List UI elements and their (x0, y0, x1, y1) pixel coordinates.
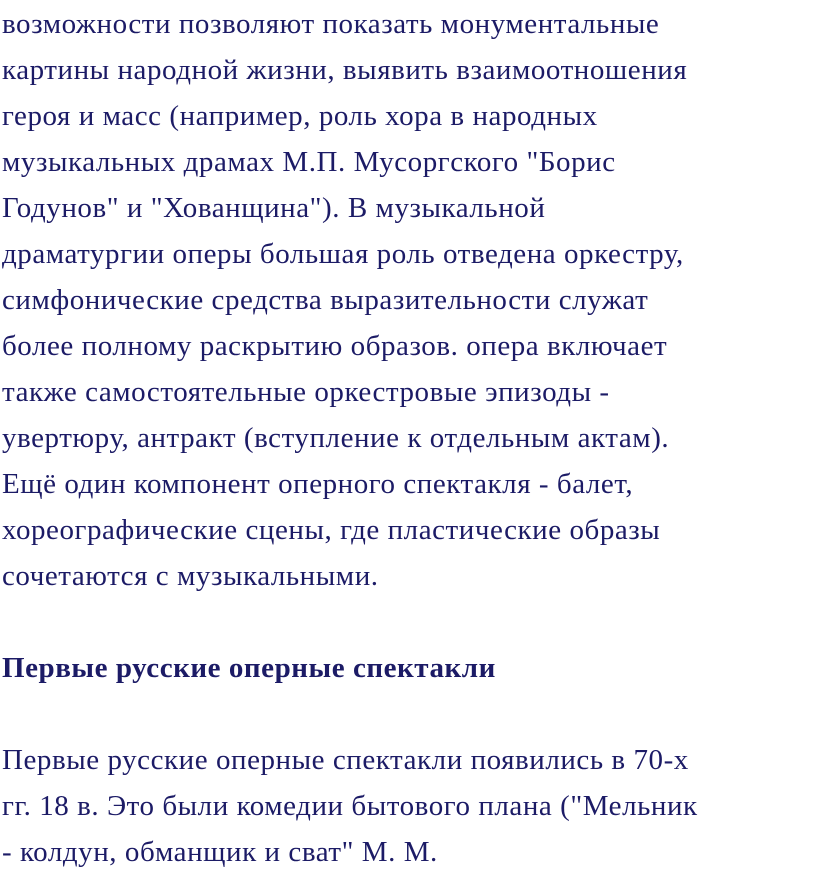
paragraph-line: более полному раскрытию образов. опера включает (2, 330, 668, 362)
paragraph-line: также самостоятельные оркестровые эпизоды - (2, 376, 610, 408)
paragraph-line: Ещё один компонент оперного спектакля - балет, (2, 468, 634, 500)
paragraph-line: симфонические средства выразительности служат (2, 284, 649, 316)
paragraph-line: Годунов" и "Хованщина"). В музыкальной (2, 192, 546, 224)
paragraph-line: музыкальных драмах М.П. Мусоргского "Борис (2, 146, 616, 178)
paragraph-line: героя и масс (например, роль хора в народных (2, 100, 598, 132)
paragraph-line: Первые русские оперные спектакли появились в 70-х (2, 744, 689, 776)
paragraph-line: увертюру, антракт (вступление к отдельным актам). (2, 422, 670, 454)
paragraph-line: - колдун, обманщик и сват" М. М. (2, 836, 438, 868)
paragraph-line: хореографические сцены, где пластические образы (2, 514, 661, 546)
section-heading: Первые русские оперные спектакли (2, 652, 496, 684)
paragraph-line: гг. 18 в. Это были комедии бытового плана ("Мельник (2, 790, 698, 822)
paragraph-line: возможности позволяют показать монументальные (2, 8, 660, 40)
paragraph-line: картины народной жизни, выявить взаимоотношения (2, 54, 688, 86)
paragraph-line: сочетаются с музыкальными. (2, 560, 379, 592)
paragraph-line: драматургии оперы большая роль отведена оркестру, (2, 238, 684, 270)
